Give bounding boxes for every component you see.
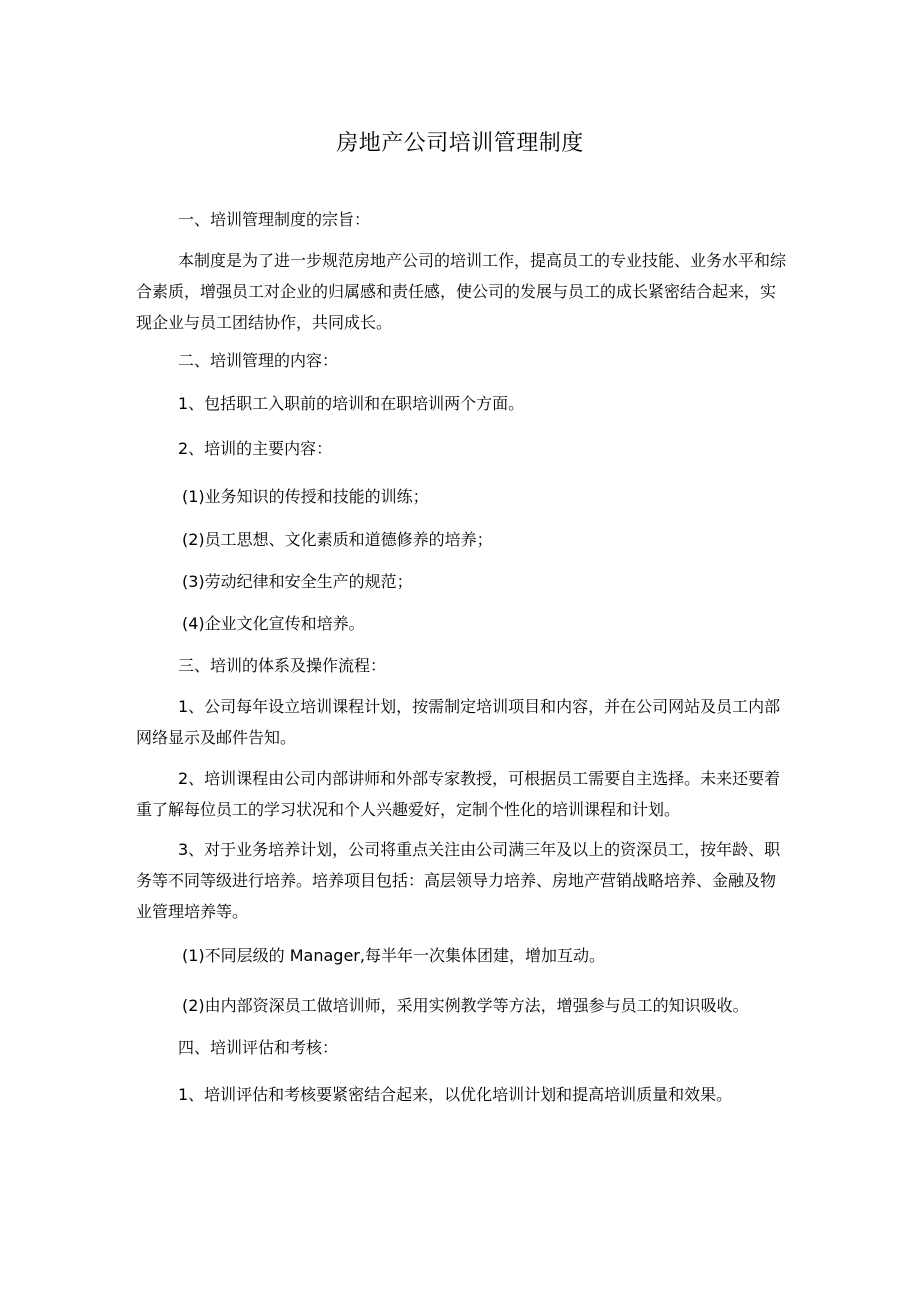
section3-heading: 三、培训的体系及操作流程： [178, 656, 387, 675]
section4-heading: 四、培训评估和考核： [178, 1038, 339, 1057]
section3-item-2: 2、培训课程由公司内部讲师和外部专家教授，可根据员工需要自主选择。未来还要着重了解每位员工的学习状况和个人兴趣爱好，定制个性化的培训课程和计划。 [136, 769, 781, 819]
section2-sub-item-3: (3)劳动纪律和安全生产的规范； [182, 572, 413, 591]
section2-sub-item-4: (4)企业文化宣传和培养。 [182, 614, 365, 633]
section2-heading: 二、培训管理的内容： [178, 351, 339, 370]
section3-sub-item-2: (2)由内部资深员工做培训师，采用实例教学等方法，增强参与员工的知识吸收。 [182, 996, 749, 1015]
section2-item-1: 1、包括职工入职前的培训和在职培训两个方面。 [178, 394, 525, 413]
section1-body: 本制度是为了进一步规范房地产公司的培训工作，提高员工的专业技能、业务水平和综合素质，增强员工对企业的归属感和责任感，使公司的发展与员工的成长紧密结合起来，实现企业与员工团结协作，共同成长。 [136, 251, 787, 332]
section4-item-1: 1、培训评估和考核要紧密结合起来，以优化培训计划和提高培训质量和效果。 [178, 1085, 733, 1104]
section3-item-1: 1、公司每年设立培训课程计划，按需制定培训项目和内容，并在公司网站及员工内部网络显示及邮件告知。 [136, 697, 781, 747]
section3-item-3: 3、对于业务培养计划，公司将重点关注由公司满三年及以上的资深员工，按年龄、职务等不同等级进行培养。培养项目包括：高层领导力培养、房地产营销战略培养、金融及物业管理培养等。 [136, 840, 781, 921]
section3-sub-item-1: (1)不同层级的 Manager,每半年一次集体团建，增加互动。 [182, 946, 605, 965]
section2-sub-item-2: (2)员工思想、文化素质和道德修养的培养； [182, 530, 493, 549]
section2-item-2: 2、培训的主要内容： [178, 439, 333, 458]
document-title: 房地产公司培训管理制度 [336, 131, 584, 156]
section2-sub-item-1: (1)业务知识的传授和技能的训练； [182, 487, 429, 506]
section1-heading: 一、培训管理制度的宗旨： [178, 210, 371, 229]
